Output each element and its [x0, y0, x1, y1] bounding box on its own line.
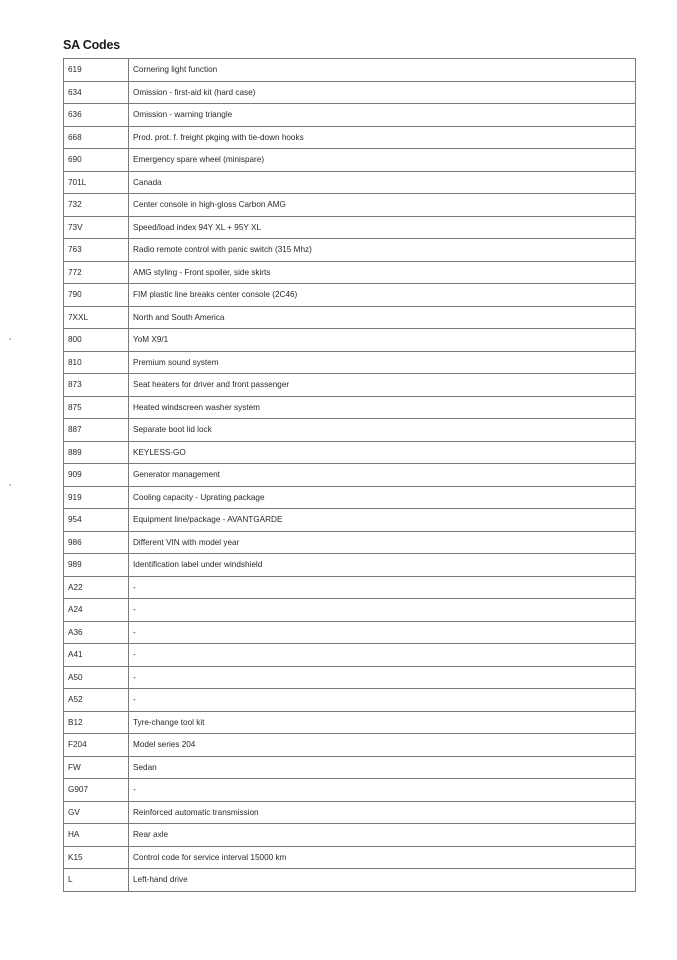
sa-code-cell: 875: [64, 396, 129, 419]
table-row: [64, 126, 636, 149]
table-row: [64, 284, 636, 307]
sa-description-cell: Generator management: [129, 464, 636, 487]
table-row: [64, 756, 636, 779]
table-row: [64, 846, 636, 869]
sa-description-cell: Tyre-change tool kit: [129, 711, 636, 734]
table-row: [64, 531, 636, 554]
sa-description-cell: Rear axle: [129, 824, 636, 847]
table-row: [64, 374, 636, 397]
sa-description-cell: -: [129, 621, 636, 644]
sa-code-cell: 690: [64, 149, 129, 172]
sa-description-cell: -: [129, 689, 636, 712]
table-row: [64, 689, 636, 712]
sa-code-cell: 790: [64, 284, 129, 307]
sa-description-cell: Heated windscreen washer system: [129, 396, 636, 419]
sa-code-cell: 954: [64, 509, 129, 532]
sa-description-cell: Omission - warning triangle: [129, 104, 636, 127]
sa-code-cell: 732: [64, 194, 129, 217]
sa-description-cell: -: [129, 599, 636, 622]
sa-code-cell: 763: [64, 239, 129, 262]
sa-code-cell: F204: [64, 734, 129, 757]
sa-code-cell: FW: [64, 756, 129, 779]
sa-code-cell: 800: [64, 329, 129, 352]
sa-code-cell: 772: [64, 261, 129, 284]
sa-code-cell: L: [64, 869, 129, 892]
sa-code-cell: 919: [64, 486, 129, 509]
sa-description-cell: Model series 204: [129, 734, 636, 757]
table-row: [64, 599, 636, 622]
sa-code-cell: B12: [64, 711, 129, 734]
table-row: [64, 261, 636, 284]
sa-description-cell: -: [129, 644, 636, 667]
table-row: [64, 869, 636, 892]
sa-description-cell: Omission - first-aid kit (hard case): [129, 81, 636, 104]
sa-codes-table: [63, 58, 636, 892]
sa-description-cell: Sedan: [129, 756, 636, 779]
sa-description-cell: Canada: [129, 171, 636, 194]
sa-code-cell: 810: [64, 351, 129, 374]
sa-code-cell: 986: [64, 531, 129, 554]
sa-description-cell: FIM plastic line breaks center console (2C46): [129, 284, 636, 307]
sa-code-cell: A36: [64, 621, 129, 644]
sa-code-cell: G907: [64, 779, 129, 802]
table-row: [64, 621, 636, 644]
table-row: [64, 486, 636, 509]
sa-description-cell: KEYLESS-GO: [129, 441, 636, 464]
sa-code-cell: 668: [64, 126, 129, 149]
sa-description-cell: Seat heaters for driver and front passenger: [129, 374, 636, 397]
table-row: [64, 239, 636, 262]
sa-description-cell: -: [129, 779, 636, 802]
table-row: [64, 149, 636, 172]
table-row: [64, 576, 636, 599]
sa-description-cell: Reinforced automatic transmission: [129, 801, 636, 824]
table-row: [64, 59, 636, 82]
table-row: [64, 306, 636, 329]
sa-description-cell: Premium sound system: [129, 351, 636, 374]
table-row: [64, 81, 636, 104]
page-title: SA Codes: [63, 38, 120, 52]
table-row: [64, 779, 636, 802]
sa-code-cell: A41: [64, 644, 129, 667]
sa-description-cell: Emergency spare wheel (minispare): [129, 149, 636, 172]
sa-description-cell: Center console in high-gloss Carbon AMG: [129, 194, 636, 217]
margin-speck: [9, 338, 11, 340]
margin-speck: [9, 484, 11, 486]
sa-description-cell: AMG styling - Front spoiler, side skirts: [129, 261, 636, 284]
sa-description-cell: -: [129, 576, 636, 599]
table-row: [64, 419, 636, 442]
sa-code-cell: A52: [64, 689, 129, 712]
sa-codes-table-body: [64, 59, 636, 892]
sa-description-cell: Radio remote control with panic switch (315 Mhz): [129, 239, 636, 262]
sa-description-cell: Cornering light function: [129, 59, 636, 82]
table-row: [64, 329, 636, 352]
sa-description-cell: Different VIN with model year: [129, 531, 636, 554]
sa-description-cell: -: [129, 666, 636, 689]
sa-description-cell: Control code for service interval 15000 km: [129, 846, 636, 869]
table-row: [64, 464, 636, 487]
table-row: [64, 734, 636, 757]
table-row: [64, 351, 636, 374]
sa-description-cell: Speed/load index 94Y XL + 95Y XL: [129, 216, 636, 239]
sa-code-cell: 887: [64, 419, 129, 442]
table-row: [64, 441, 636, 464]
sa-code-cell: 636: [64, 104, 129, 127]
table-row: [64, 801, 636, 824]
table-row: [64, 104, 636, 127]
table-row: [64, 509, 636, 532]
sa-code-cell: 619: [64, 59, 129, 82]
table-row: [64, 666, 636, 689]
sa-code-cell: A24: [64, 599, 129, 622]
sa-description-cell: Equipment line/package - AVANTGARDE: [129, 509, 636, 532]
sa-description-cell: YoM X9/1: [129, 329, 636, 352]
sa-description-cell: Identification label under windshield: [129, 554, 636, 577]
sa-description-cell: Left-hand drive: [129, 869, 636, 892]
sa-code-cell: GV: [64, 801, 129, 824]
sa-code-cell: 909: [64, 464, 129, 487]
sa-code-cell: 873: [64, 374, 129, 397]
sa-description-cell: Separate boot lid lock: [129, 419, 636, 442]
sa-code-cell: K15: [64, 846, 129, 869]
table-row: [64, 554, 636, 577]
sa-description-cell: North and South America: [129, 306, 636, 329]
sa-code-cell: HA: [64, 824, 129, 847]
table-row: [64, 194, 636, 217]
sa-code-cell: 989: [64, 554, 129, 577]
table-row: [64, 644, 636, 667]
sa-code-cell: 889: [64, 441, 129, 464]
table-row: [64, 216, 636, 239]
sa-code-cell: A22: [64, 576, 129, 599]
sa-code-cell: 7XXL: [64, 306, 129, 329]
table-row: [64, 711, 636, 734]
sa-code-cell: 701L: [64, 171, 129, 194]
table-row: [64, 396, 636, 419]
sa-code-cell: 634: [64, 81, 129, 104]
table-row: [64, 824, 636, 847]
sa-code-cell: 73V: [64, 216, 129, 239]
sa-description-cell: Cooling capacity - Uprating package: [129, 486, 636, 509]
sa-description-cell: Prod. prot. f. freight pkging with tie-down hooks: [129, 126, 636, 149]
table-row: [64, 171, 636, 194]
sa-code-cell: A50: [64, 666, 129, 689]
